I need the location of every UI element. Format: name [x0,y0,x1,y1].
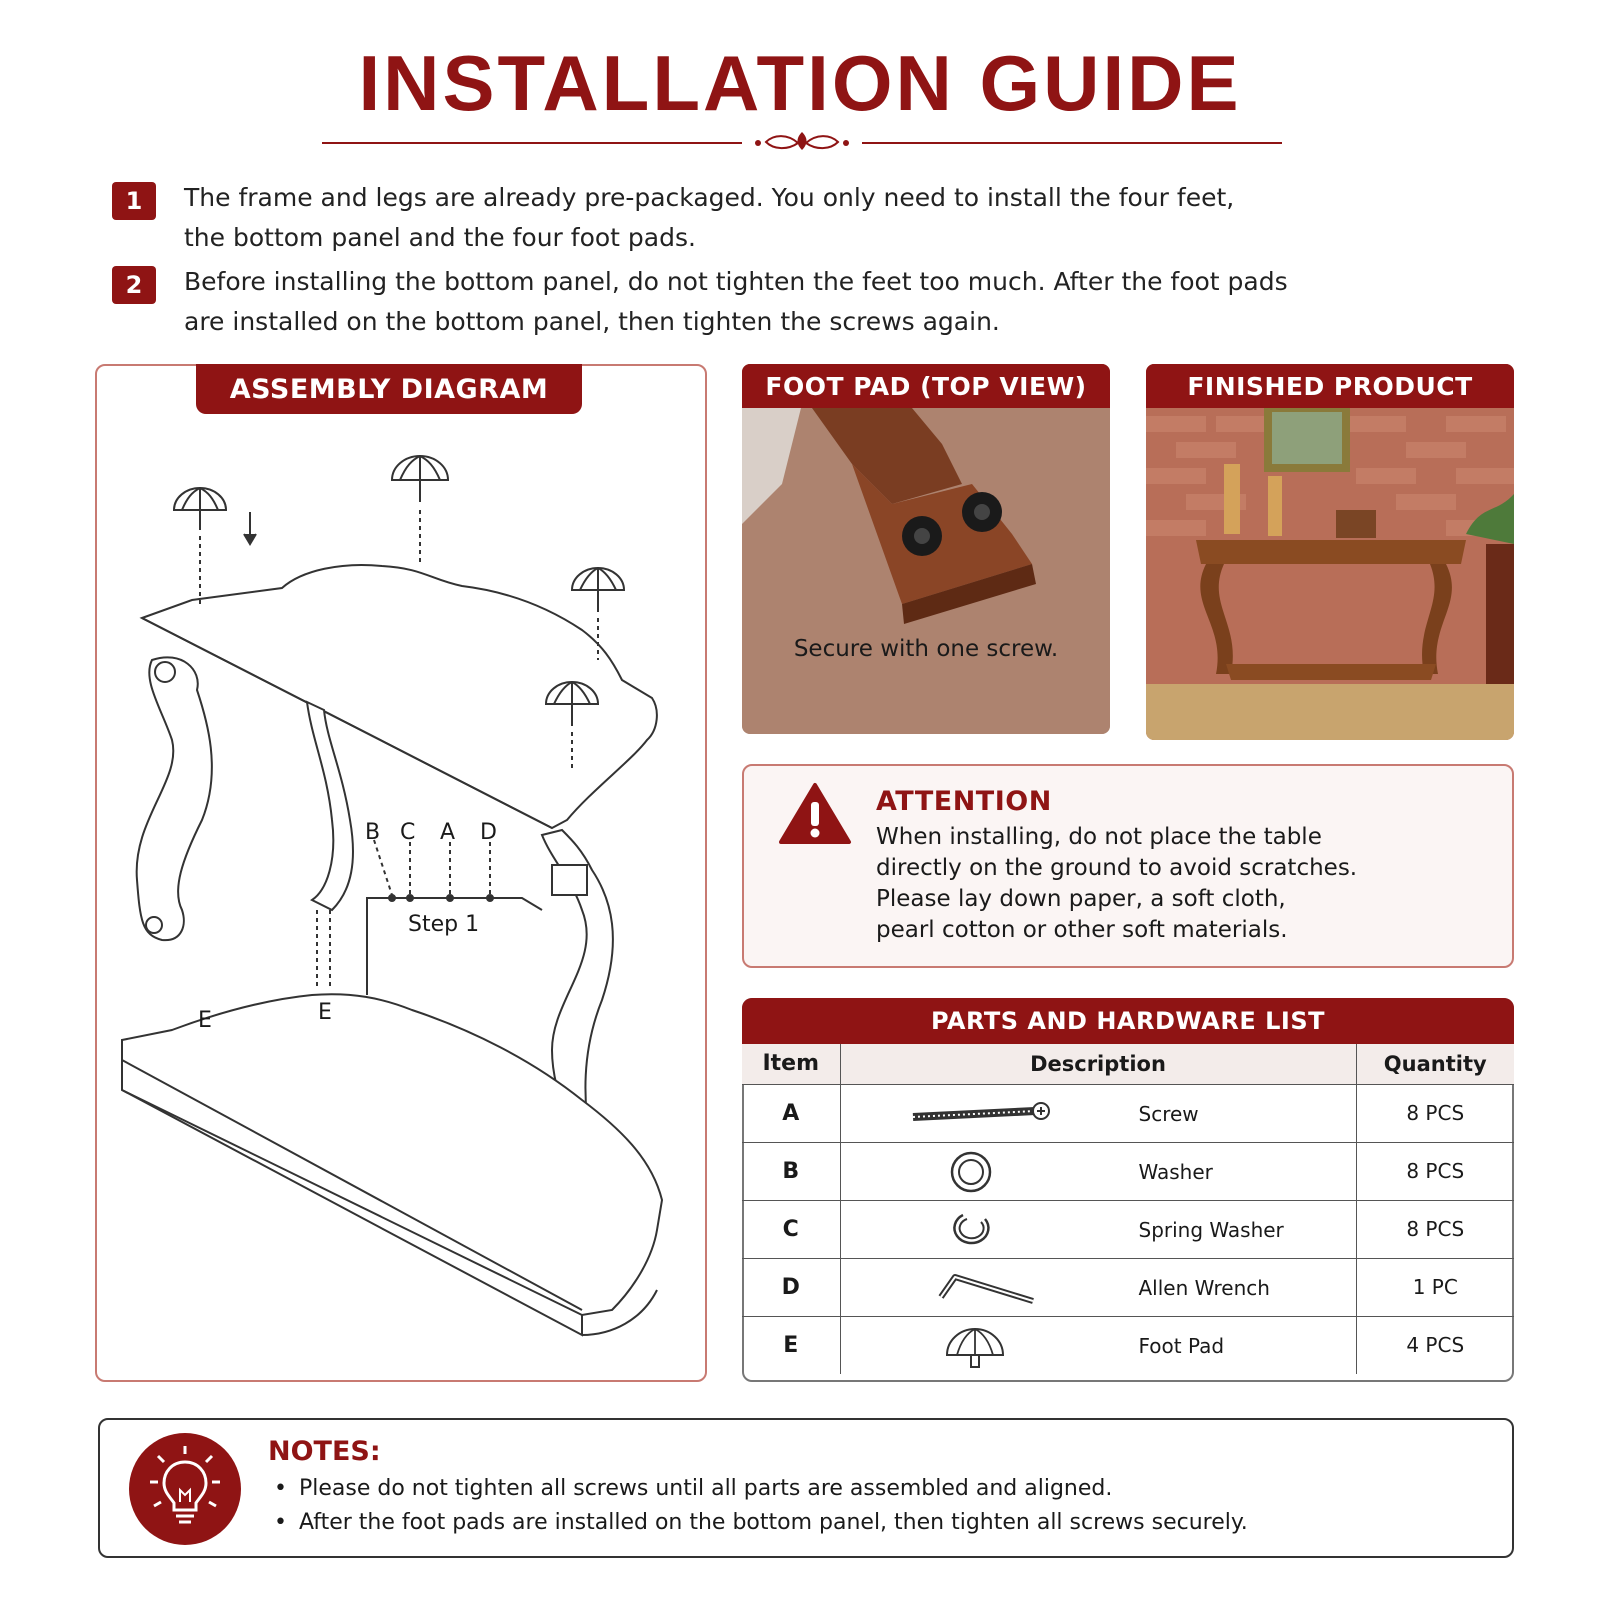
part-description-cell [840,1084,1356,1142]
hardware-label-b: B [365,820,381,845]
attention-title: ATTENTION [876,786,1052,817]
step-2 [112,262,1362,342]
screw-icon [901,1089,1061,1139]
part-name: Washer [1138,1159,1213,1184]
part-item-letter: E [742,1316,840,1374]
notes-title: NOTES: [268,1436,381,1467]
column-header-quantity: Quantity [1356,1044,1514,1084]
washer-icon [901,1147,1061,1197]
list-item: • After the foot pads are installed on the bottom panel, then tighten all screws securely. [274,1506,1248,1540]
step-text-line: the bottom panel and the four foot pads. [184,223,696,252]
table-row [742,1084,1514,1142]
part-description-cell [840,1200,1356,1258]
step-text-line: Before installing the bottom panel, do not tighten the feet too much. After the foot pads [184,267,1288,296]
step-number-badge: 2 [112,266,156,304]
spring-washer-icon [901,1205,1061,1255]
table-row [742,1258,1514,1316]
foot-pad-label-e: E [318,1000,332,1025]
attention-line: directly on the ground to avoid scratches. [876,855,1358,881]
part-description-cell [840,1316,1356,1374]
foot-pad-caption: Secure with one screw. [793,636,1059,662]
table-row [742,1142,1514,1200]
part-quantity: 4 PCS [1356,1316,1514,1374]
part-quantity: 1 PC [1356,1258,1514,1316]
step-text-line: are installed on the bottom panel, then tighten the screws again. [184,307,1000,336]
table-header-row [742,1044,1514,1084]
part-description-cell [840,1142,1356,1200]
table-row [742,1200,1514,1258]
attention-line: Please lay down paper, a soft cloth, [876,886,1286,912]
warning-icon [778,782,852,846]
lightbulb-icon [128,1432,242,1546]
part-name: Spring Washer [1138,1217,1284,1242]
foot-pad-label-e: E [198,1008,212,1033]
finished-product-title: FINISHED PRODUCT [1146,364,1514,408]
part-quantity: 8 PCS [1356,1084,1514,1142]
column-header-item: Item [742,1044,840,1084]
finished-product-photo [1146,364,1514,740]
part-name: Allen Wrench [1138,1275,1270,1300]
part-item-letter: D [742,1258,840,1316]
step-text [184,262,1288,342]
part-item-letter: A [742,1084,840,1142]
part-quantity: 8 PCS [1356,1200,1514,1258]
part-description-cell [840,1258,1356,1316]
part-name: Foot Pad [1138,1333,1225,1358]
list-item: • Please do not tighten all screws until all parts are assembled and aligned. [274,1472,1248,1506]
step-text [184,178,1234,258]
title-ornament-divider [322,128,1282,158]
part-item-letter: B [742,1142,840,1200]
assembly-diagram-illustration [112,440,692,1360]
attention-text [876,822,1496,946]
table-row [742,1316,1514,1374]
foot-pad-drawing [174,488,226,530]
part-quantity: 8 PCS [1356,1142,1514,1200]
step-number-badge: 1 [112,182,156,220]
assembly-diagram-title: ASSEMBLY DIAGRAM [196,364,582,414]
parts-table [742,1044,1514,1374]
page-title: INSTALLATION GUIDE [358,39,1242,127]
allen-wrench-icon [901,1263,1061,1313]
attention-line: pearl cotton or other soft materials. [876,917,1288,943]
foot-pad-photo [742,364,1110,734]
step-text-line: The frame and legs are already pre-packaged. You only need to install the four feet, [184,183,1235,212]
hardware-label-d: D [480,820,497,845]
notes-list [274,1472,1248,1540]
step-1-label: Step 1 [408,912,480,937]
hardware-label-a: A [440,820,456,845]
step-1 [112,178,1362,258]
part-name: Screw [1138,1101,1199,1126]
attention-line: When installing, do not place the table [876,824,1322,850]
hardware-label-c: C [400,820,416,845]
column-header-description: Description [840,1044,1356,1084]
foot-pad-icon [901,1321,1061,1371]
foot-pad-title: FOOT PAD (TOP VIEW) [742,364,1110,408]
part-item-letter: C [742,1200,840,1258]
parts-list-title: PARTS AND HARDWARE LIST [742,998,1514,1044]
